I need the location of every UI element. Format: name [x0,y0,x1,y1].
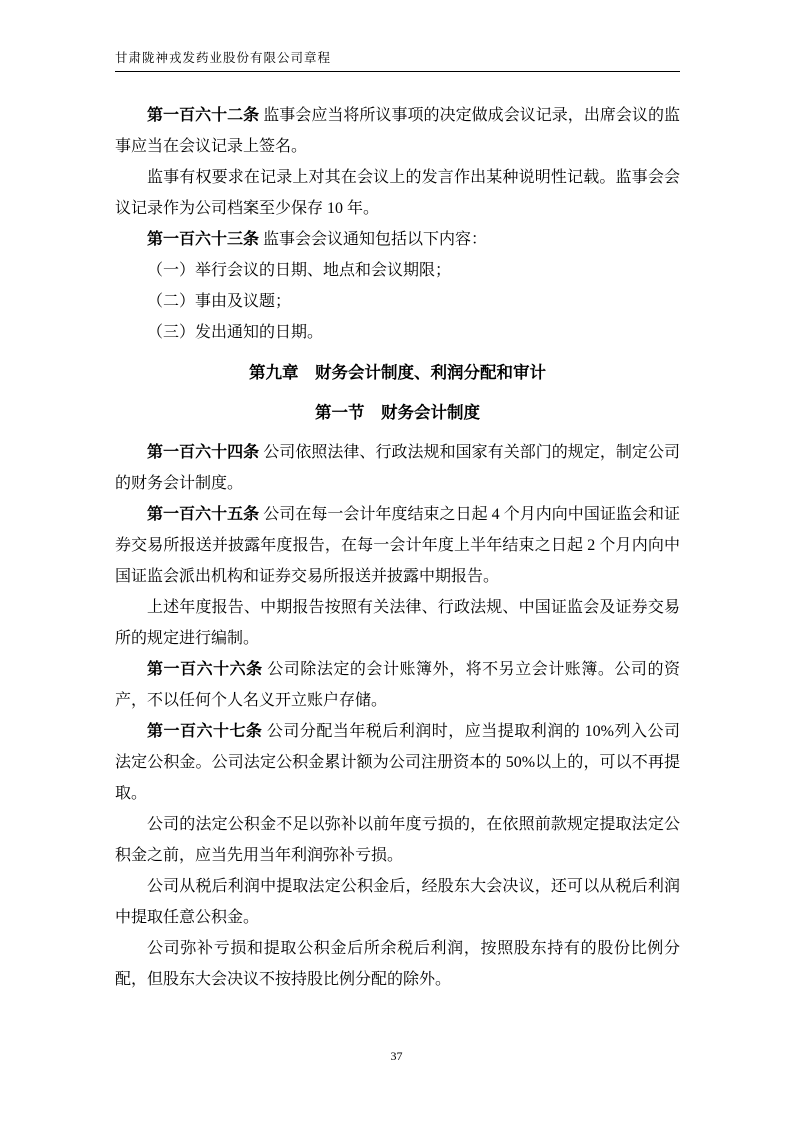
paragraph: 第一百六十七条 公司分配当年税后利润时，应当提取利润的 10%列入公司法定公积金。公司法定公积金累计额为公司注册资本的 50%以上的，可以不再提取。 [115,723,680,802]
article-number: 第一百六十四条 [147,444,260,461]
chapter-heading: 第九章 财务会计制度、利润分配和审计 [249,363,546,382]
paragraph: （一）举行会议的日期、地点和会议期限； [147,262,452,279]
paragraph: （二）事由及议题； [147,293,292,310]
article-number: 第一百六十三条 [147,231,260,248]
paragraph: （三）发出通知的日期。 [147,324,324,341]
page-footer [0,1049,793,1064]
paragraph: 第一百六十二条 监事会应当将所议事项的决定做成会议记录，出席会议的监事应当在会议记录上签名。 [115,107,680,155]
header-title: 甘肃陇神戎发药业股份有限公司章程 [115,51,332,65]
document-body [115,72,680,995]
article-number: 第一百六十五条 [147,506,260,523]
paragraph: 第一百六十六条 公司除法定的会计账簿外，将不另立会计账簿。公司的资产，不以任何个人名义开立账户存储。 [115,661,680,709]
paragraph: 第一百六十五条 公司在每一会计年度结束之日起 4 个月内向中国证监会和证券交易所报送并披露年度报告，在每一会计年度上半年结束之日起 2 个月内向中国证监会派出机构和证券交易所报送并披露中期报告。 [115,506,680,585]
paragraph: 公司从税后利润中提取法定公积金后，经股东大会决议，还可以从税后利润中提取任意公积金。 [115,878,680,926]
page-number: 37 [390,1049,403,1063]
article-number: 第一百六十七条 [147,723,263,740]
paragraph: 第一百六十四条 公司依照法律、行政法规和国家有关部门的规定，制定公司的财务会计制度。 [115,444,680,492]
paragraph: 公司弥补亏损和提取公积金后所余税后利润，按照股东持有的股份比例分配，但股东大会决议不按持股比例分配的除外。 [115,940,680,988]
paragraph: 上述年度报告、中期报告按照有关法律、行政法规、中国证监会及证券交易所的规定进行编制。 [115,599,680,647]
paragraph: 第一百六十三条 监事会会议通知包括以下内容： [147,231,488,248]
section-heading: 第一节 财务会计制度 [315,403,480,422]
article-number: 第一百六十二条 [147,107,260,124]
paragraph: 监事有权要求在记录上对其在会议上的发言作出某种说明性记载。监事会会议记录作为公司档案至少保存 10 年。 [115,169,680,217]
article-number: 第一百六十六条 [147,661,263,678]
paragraph: 公司的法定公积金不足以弥补以前年度亏损的，在依照前款规定提取法定公积金之前，应当先用当年利润弥补亏损。 [115,816,680,864]
page-header [115,48,680,72]
